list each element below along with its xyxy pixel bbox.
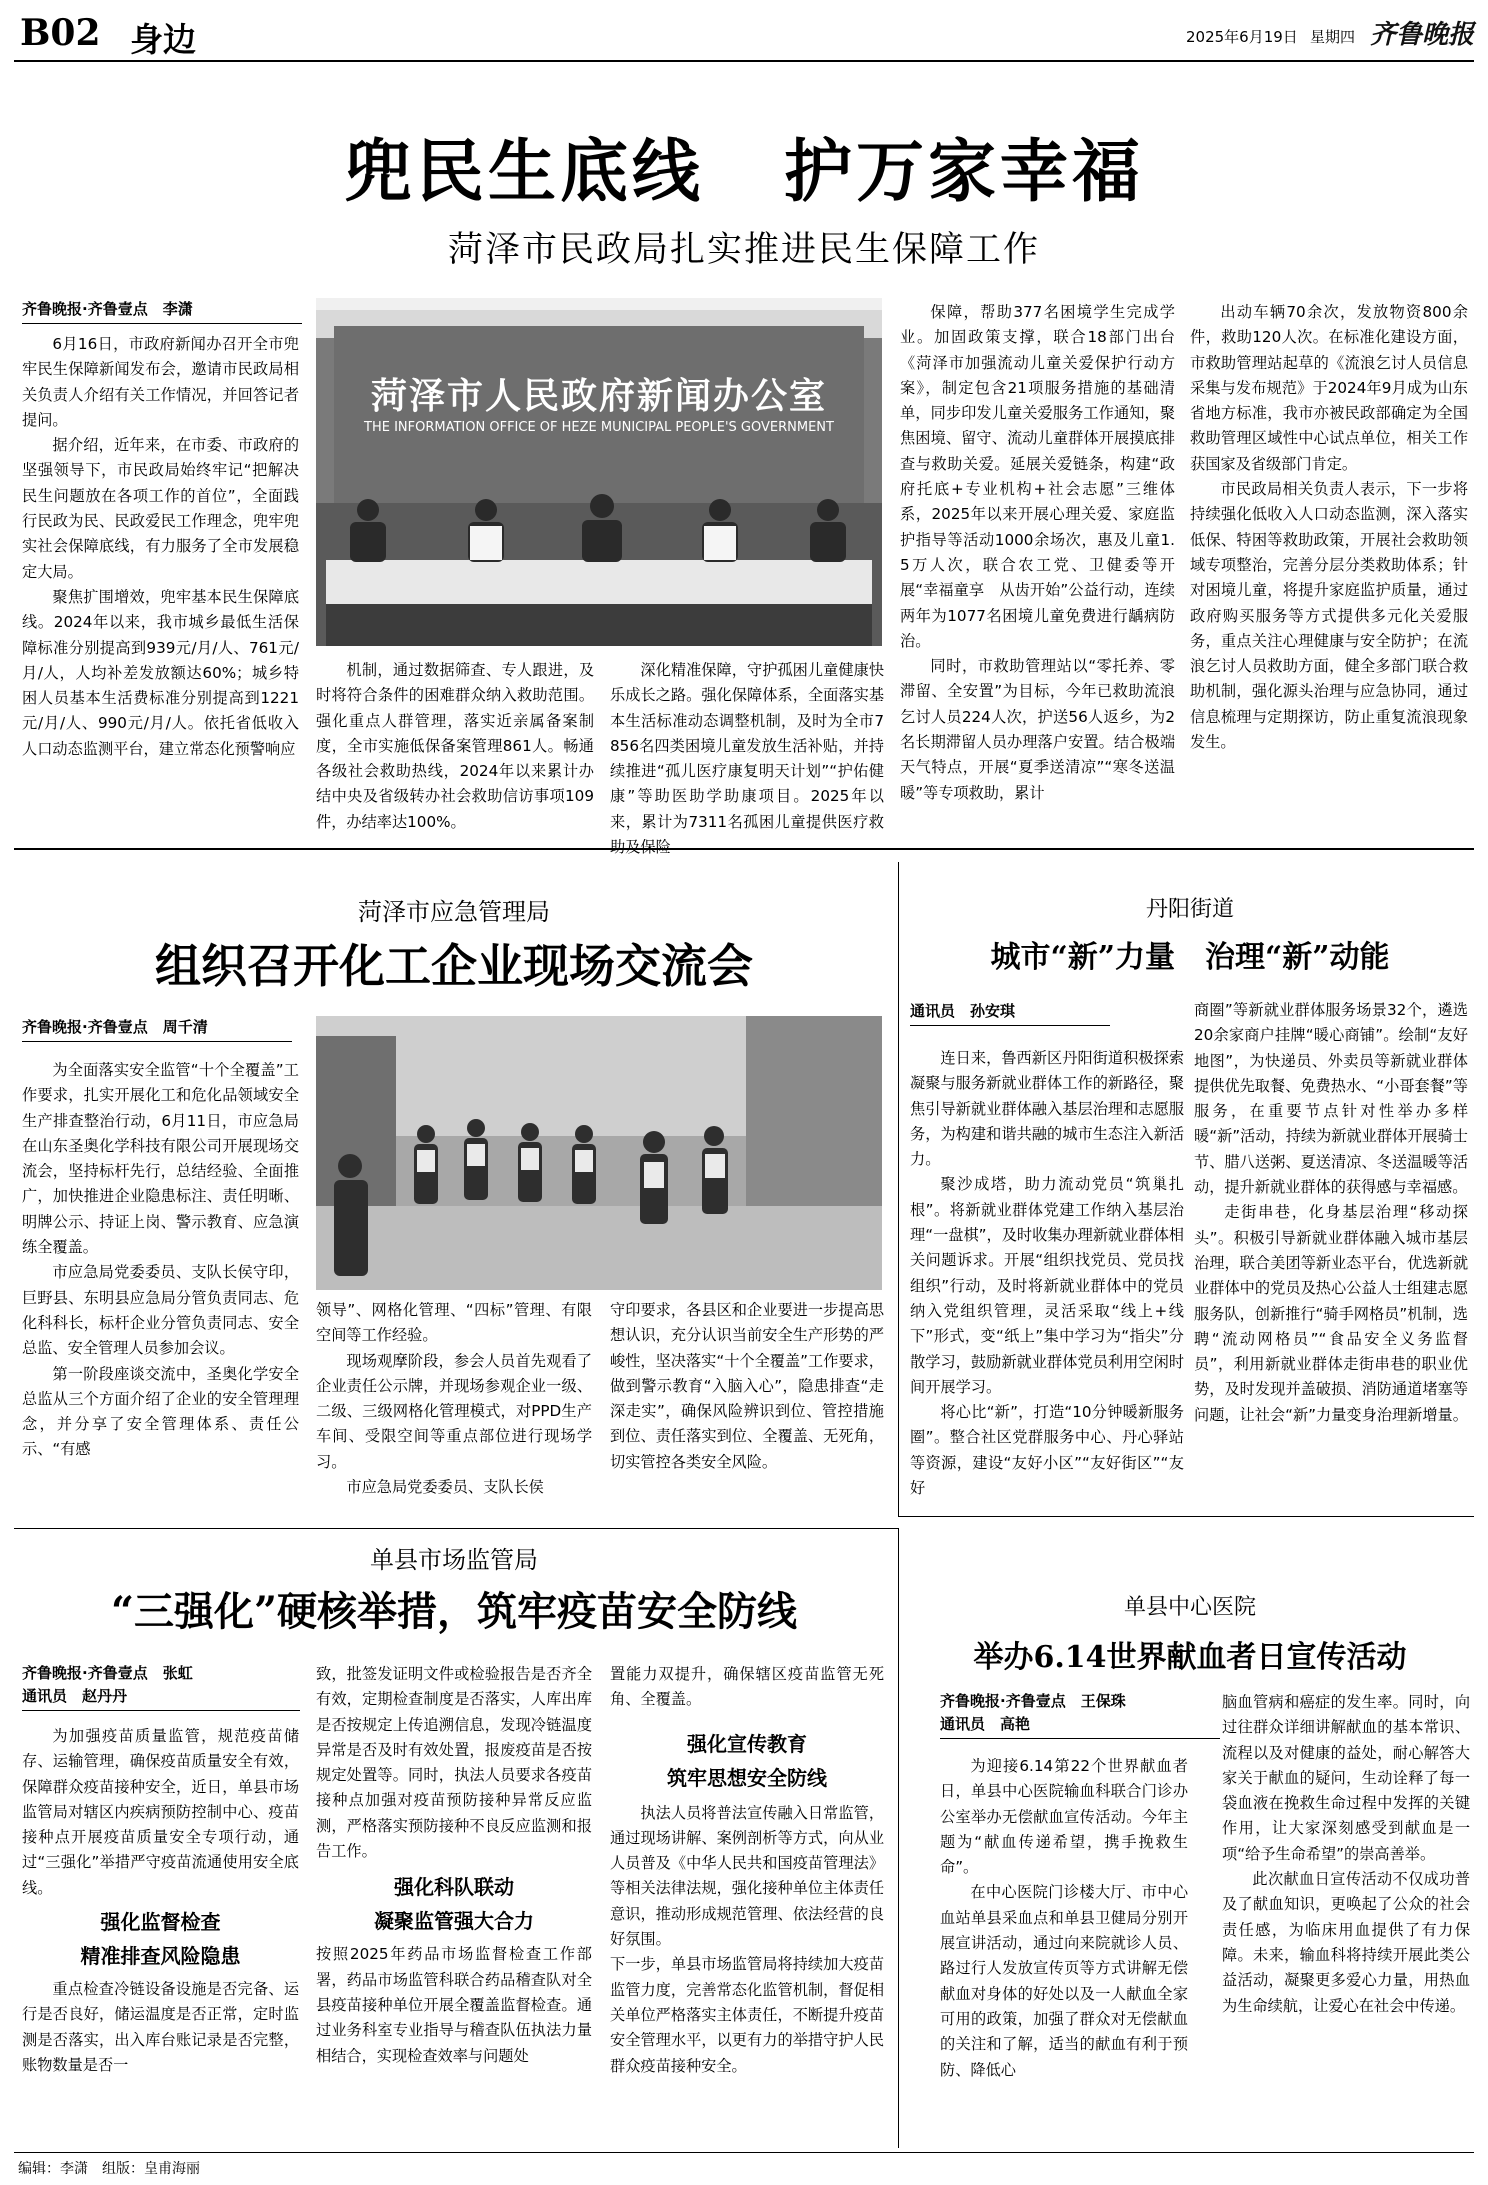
story5-headline: 举办6.14世界献血者日宣传活动 xyxy=(973,1640,1407,1675)
column-rule xyxy=(898,862,899,1516)
story1-byline: 齐鲁晚报·齐鲁壹点 李潇 xyxy=(22,298,302,324)
issue-weekday: 星期四 xyxy=(1310,28,1356,46)
story4-column-3: 置能力双提升，确保辖区疫苗监管无死角、全覆盖。 强化宣传教育 筑牢思想安全防线 执法人员将普法宣传融入日常监管，通过现场讲解、案例剖析等方式，向从业人员普及《中华人民共和国疫苗管理法》等相关法律法规，强化接种单位主体责任意识，推动形成规范管理、依法经营的良好氛围。 下一步，单县市场监管局将持续加大疫苗监管力度，完善常态化监管机制，督促相关单位严格落实主体责任，不断提升疫苗安全管理水平，以更有力的举措守护人民群众疫苗接种安全。 xyxy=(610,1665,884,2075)
story5-column-1: 为迎接6.14第22个世界献血者日，单县中心医院输血科联合门诊办公室举办无偿献血宣传活动。今年主题为“献血传递希望，携手挽救生命”。 在中心医院门诊楼大厅、市中心血站单县采血点和单县卫健局分别开展宣讲活动，通过向来院就诊人员、路过行人发放宣传页等方式讲解无偿献血对身体的好处以及一人献血全家可用的政策，加强了群众对无偿献血的关注和了解，适当的献血有利于预防、降低心 xyxy=(940,1757,1188,2079)
story5-kicker: 单县中心医院 xyxy=(1123,1595,1256,1620)
story2-kicker: 菏泽市应急管理局 xyxy=(358,898,550,926)
story5-byline-correspondent: 通讯员 高艳 xyxy=(940,1713,1220,1739)
divider xyxy=(14,1528,898,1529)
story4-column-2: 致，批签发证明文件或检验报告是否齐全有效，定期检查制度是否落实，人库出库是否按规定上传追溯信息，发现冷链温度异常是否及时有效处置，报废疫苗是否按规定处置等。同时，执法人员要求各疫苗接种点加强对疫苗预防接种异常反应监测，严格落实预防接种不良反应监测和报告工作。 强化科队联动 凝聚监管强大合力 按照2025年药品市场监督检查工作部署，药品市场监管科联合药品稽查队对全县疫苗接种单位开展全覆盖监督检查。通过业务科室专业指导与稽查队伍执法力量相结合，实现检查效率与问题处 xyxy=(316,1665,592,2065)
page-number: B02 xyxy=(20,12,101,54)
story3-column-1: 连日来，鲁西新区丹阳街道积极探索凝聚与服务新就业群体工作的新路径，聚焦引导新就业群体融入基层治理和志愿服务，为构建和谐共融的城市生态注入新活力。 聚沙成塔，助力流动党员“筑巢扎根”。将新就业群体党建工作纳入基层治理“一盘棋”，及时收集办理新就业群体相关问题诉求。开展“组织找党员、党员找组织”行动，及时将新就业群体中的党员纳入党组织管理，灵活采取“线上+线下”形式，变“纸上”集中学习为“指尖”分散学习，鼓励新就业群体党员利用空闲时间开展学习。 将心比“新”，打造“10分钟暖新服务圈”。整合社区党群服务中心、丹心驿站等资源，建设“友好小区”“友好街区”“友好 xyxy=(910,1049,1184,1498)
story1-subtitle: 菏泽市民政局扎实推进民生保障工作 xyxy=(447,230,1040,270)
story2-headline: 组织召开化工企业现场交流会 xyxy=(155,939,753,993)
divider xyxy=(14,848,1474,850)
story4-headline: “三强化”硬核举措，筑牢疫苗安全防线 xyxy=(110,1588,797,1635)
story5-byline-reporter: 齐鲁晚报·齐鲁壹点 王保珠 xyxy=(940,1692,1126,1710)
site-visit-illustration xyxy=(316,1016,882,1290)
story1-column-4: 保障，帮助377名困境学生完成学业。加固政策支撑，联合18部门出台《菏泽市加强流动儿童关爱保护行动方案》，制定包含21项服务措施的基础清单，同步印发儿童关爱服务工作通知，聚焦困境、留守、流动儿童群体开展摸底排查与救助关爱。延展关爱链条，构建“政府托底+专业机构+社会志愿”三维体系，2025年以来开展心理关爱、家庭监护指导等活动1000余场次，惠及儿童1.5万人次，联合农工党、卫健委等开展“幸福童享 从齿开始”公益行动，连续两年为1077名困境儿童免费进行龋病防治。 同时，市救助管理站以“零托养、零滞留、全安置”为目标，今年已救助流浪乞讨人员224人次，护送56人返乡，为2名长期滞留人员办理落户安置。结合极端天气特点，开展“夏季送清凉”“寒冬送温暖”等专项救助，累计 xyxy=(900,303,1175,802)
story4-byline-reporter: 齐鲁晚报·齐鲁壹点 张虹 xyxy=(22,1664,193,1682)
story4-byline-correspondent: 通讯员 赵丹丹 xyxy=(22,1685,300,1711)
story2-byline: 齐鲁晚报·齐鲁壹点 周千清 xyxy=(22,1016,292,1042)
masthead xyxy=(14,8,1474,62)
footer-credits: 编辑：李潇 组版：皇甫海丽 xyxy=(18,2161,200,2177)
footer-rule xyxy=(14,2152,1474,2153)
story3-kicker: 丹阳街道 xyxy=(1145,897,1234,922)
story2-column-1: 为全面落实安全监管“十个全覆盖”工作要求，扎实开展化工和危化品领域安全生产排查整治行动，6月11日，市应急局在山东圣奥化学科技有限公司开展现场交流会，坚持标杆先行，总结经验、全面推广，加快推进企业隐患标注、责任明晰、明牌公示、持证上岗、警示教育、应急演练全覆盖。 市应急局党委委员、支队长侯守印，巨野县、东明县应急局分管负责同志、危化科科长，标杆企业分管负责同志、安全总监、安全管理人员参加会议。 第一阶段座谈交流中，圣奥化学安全总监从三个方面介绍了企业的安全管理理念，并分享了安全管理体系、责任公示、“有感 xyxy=(22,1061,299,1459)
story1-column-2: 机制，通过数据筛查、专人跟进，及时将符合条件的困难群众纳入救助范围。强化重点人群管理，落实近亲属备案制度，全市实施低保备案管理861人。畅通各级社会救助热线，2024年以来累计办结中央及省级转办社会救助信访事项109件，办结率达100%。 xyxy=(316,661,594,831)
story3-byline: 通讯员 孙安琪 xyxy=(910,1000,1110,1026)
story2-column-2: 领导”、网格化管理、“四标”管理、有限空间等工作经验。 现场观摩阶段，参会人员首先观看了企业责任公示牌，并现场参观企业一级、二级、三级网格化管理模式，对PPD生产车间、受限空间等重点部位进行现场学习。 市应急局党委委员、支队长侯 xyxy=(316,1301,592,1497)
story1-column-5: 出动车辆70余次，发放物资800余件，救助120人次。在标准化建设方面，市救助管理站起草的《流浪乞讨人员信息采集与发布规范》于2024年9月成为山东省地方标准，我市亦被民政部确定为全国救助管理区域性中心试点单位，相关工作获国家及省级部门肯定。 市民政局相关负责人表示，下一步将持续强化低收入人口动态监测，深入落实低保、特困等救助政策，开展社会救助领域专项整治，完善分层分类救助体系；针对困境儿童，将提升家庭监护质量，通过政府购买服务等方式提供多元化关爱服务，重点关注心理健康与安全防护；在流浪乞讨人员救助方面，健全多部门联合救助机制，强化源头治理与应急协同，通过信息梳理与定期探访，防止重复流浪现象发生。 xyxy=(1190,303,1468,752)
story1-headline: 兜民生底线 护万家幸福 xyxy=(343,132,1145,212)
story1-column-3: 深化精准保障，守护孤困儿童健康快乐成长之路。强化保障体系，全面落实基本生活标准动态调整机制，及时为全市7856名四类困境儿童发放生活补贴，并持续推进“孤儿医疗康复明天计划”“护佑健康”等助医助学助康项目。2025年以来，累计为7311名孤困儿童提供医疗救 xyxy=(610,661,884,831)
story2-photo-site-visit xyxy=(316,1016,882,1290)
story4-kicker: 单县市场监管局 xyxy=(370,1546,538,1574)
photo-banner-en: THE INFORMATION OFFICE OF HEZE MUNICIPAL PEOPLE'S GOVERNMENT xyxy=(364,420,834,435)
story2-column-3: 守印要求，各县区和企业要进一步提高思想认识，充分认识当前安全生产形势的严峻性，坚决落实“十个全覆盖”工作要求，做到警示教育“入脑入心”，隐患排查“走深走实”，确保风险辨识到位、管控措施到位、责任落实到位、全覆盖、无死角，切实管控各类安全风险。 xyxy=(610,1301,884,1471)
photo-banner-cn: 菏泽市人民政府新闻办公室 xyxy=(370,376,827,417)
story4-byline xyxy=(22,1662,300,1711)
story1-column-1: 6月16日，市政府新闻办召开全市兜牢民生保障新闻发布会，邀请市民政局相关负责人介绍有关工作情况，并回答记者提问。 据介绍，近年来，在市委、市政府的坚强领导下，市民政局始终牢记“把解决民生问题放在各项工作的首位”，全面践行民政为民、民政爱民工作理念，兜牢兜实社会保障底线，有力服务了全市发展稳定大局。 聚焦扩围增效，兜牢基本民生保障底线。2024年以来，我市城乡最低生活保障标准分别提高到939元/月/人、761元/月/人，人均补差发放额达60%；城乡特困人员基本生活费标准分别提高到1221元/月/人、990元/月/人。依托省低收入人口动态监测平台，建立常态化预警响应 xyxy=(22,335,299,758)
story4-subhead-1: 强化监督检查 精准排查风险隐患 xyxy=(80,1910,241,1969)
column-rule xyxy=(898,1528,899,2148)
story5-column-2: 脑血管病和癌症的发生率。同时，向过往群众详细讲解献血的基本常识、流程以及对健康的益处，耐心解答大家关于献血的疑问，生动诠释了每一袋血液在挽救生命过程中发挥的关键作用，让大家深刻感受到献血是一项“给予生命希望”的崇高善举。 此次献血日宣传活动不仅成功普及了献血知识，更唤起了公众的社会责任感，为临床用血提供了有力保障。未来，输血科将持续开展此类公益活动，凝聚更多爱心力量，用热血为生命续航，让爱心在社会中传递。 xyxy=(1222,1693,1470,2015)
story3-column-2: 商圈”等新就业群体服务场景32个，遴选20余家商户挂牌“暖心商铺”。绘制“友好地图”，为快递员、外卖员等新就业群体提供优先取餐、免费热水、“小哥套餐”等服务，在重要节点针对性举办多样暖“新”活动，持续为新就业群体开展骑士节、腊八送粥、夏送清凉、冬送温暖等活动，提升新就业群体的获得感与幸福感。 走街串巷，化身基层治理“移动探头”。积极引导新就业群体融入城市基层治理，联合美团等新业态平台，优选新就业群体中的党员及热心公益人士组建志愿服务队，创新推行“骑手网格员”机制，选聘“流动网格员”“食品安全义务监督员”，利用新就业群体走街串巷的职业优势，及时发现并盖破损、消防通道堵塞等问题，让社会“新”力量变身治理新增量。 xyxy=(1194,1001,1468,1424)
story4-subhead-2: 强化科队联动 凝聚监管强大合力 xyxy=(374,1875,534,1934)
story4-subhead-3: 强化宣传教育 筑牢思想安全防线 xyxy=(667,1731,827,1790)
divider xyxy=(898,1516,1474,1517)
story5-byline xyxy=(940,1690,1220,1739)
press-conference-illustration xyxy=(316,298,882,646)
paper-logo: 齐鲁晚报 xyxy=(1370,20,1475,50)
story1-photo-press-conference xyxy=(316,298,882,646)
section-name: 身边 xyxy=(130,20,196,59)
story4-column-1: 为加强疫苗质量监管，规范疫苗储存、运输管理，确保疫苗质量安全有效，保障群众疫苗接种安全，近日，单县市场监管局对辖区内疾病预防控制中心、疫苗接种点开展疫苗质量安全专项行动，通过“三强化”举措严守疫苗流通使用安全底线。 强化监督检查 精准排查风险隐患 重点检查冷链设备设施是否完备、运行是否良好，储运温度是否正常，定时监测是否落实，出入库台账记录是否完整，账物数量是否一 xyxy=(22,1727,299,2074)
story3-headline: 城市“新”力量 治理“新”动能 xyxy=(990,940,1390,975)
issue-date: 2025年6月19日 xyxy=(1186,28,1298,46)
